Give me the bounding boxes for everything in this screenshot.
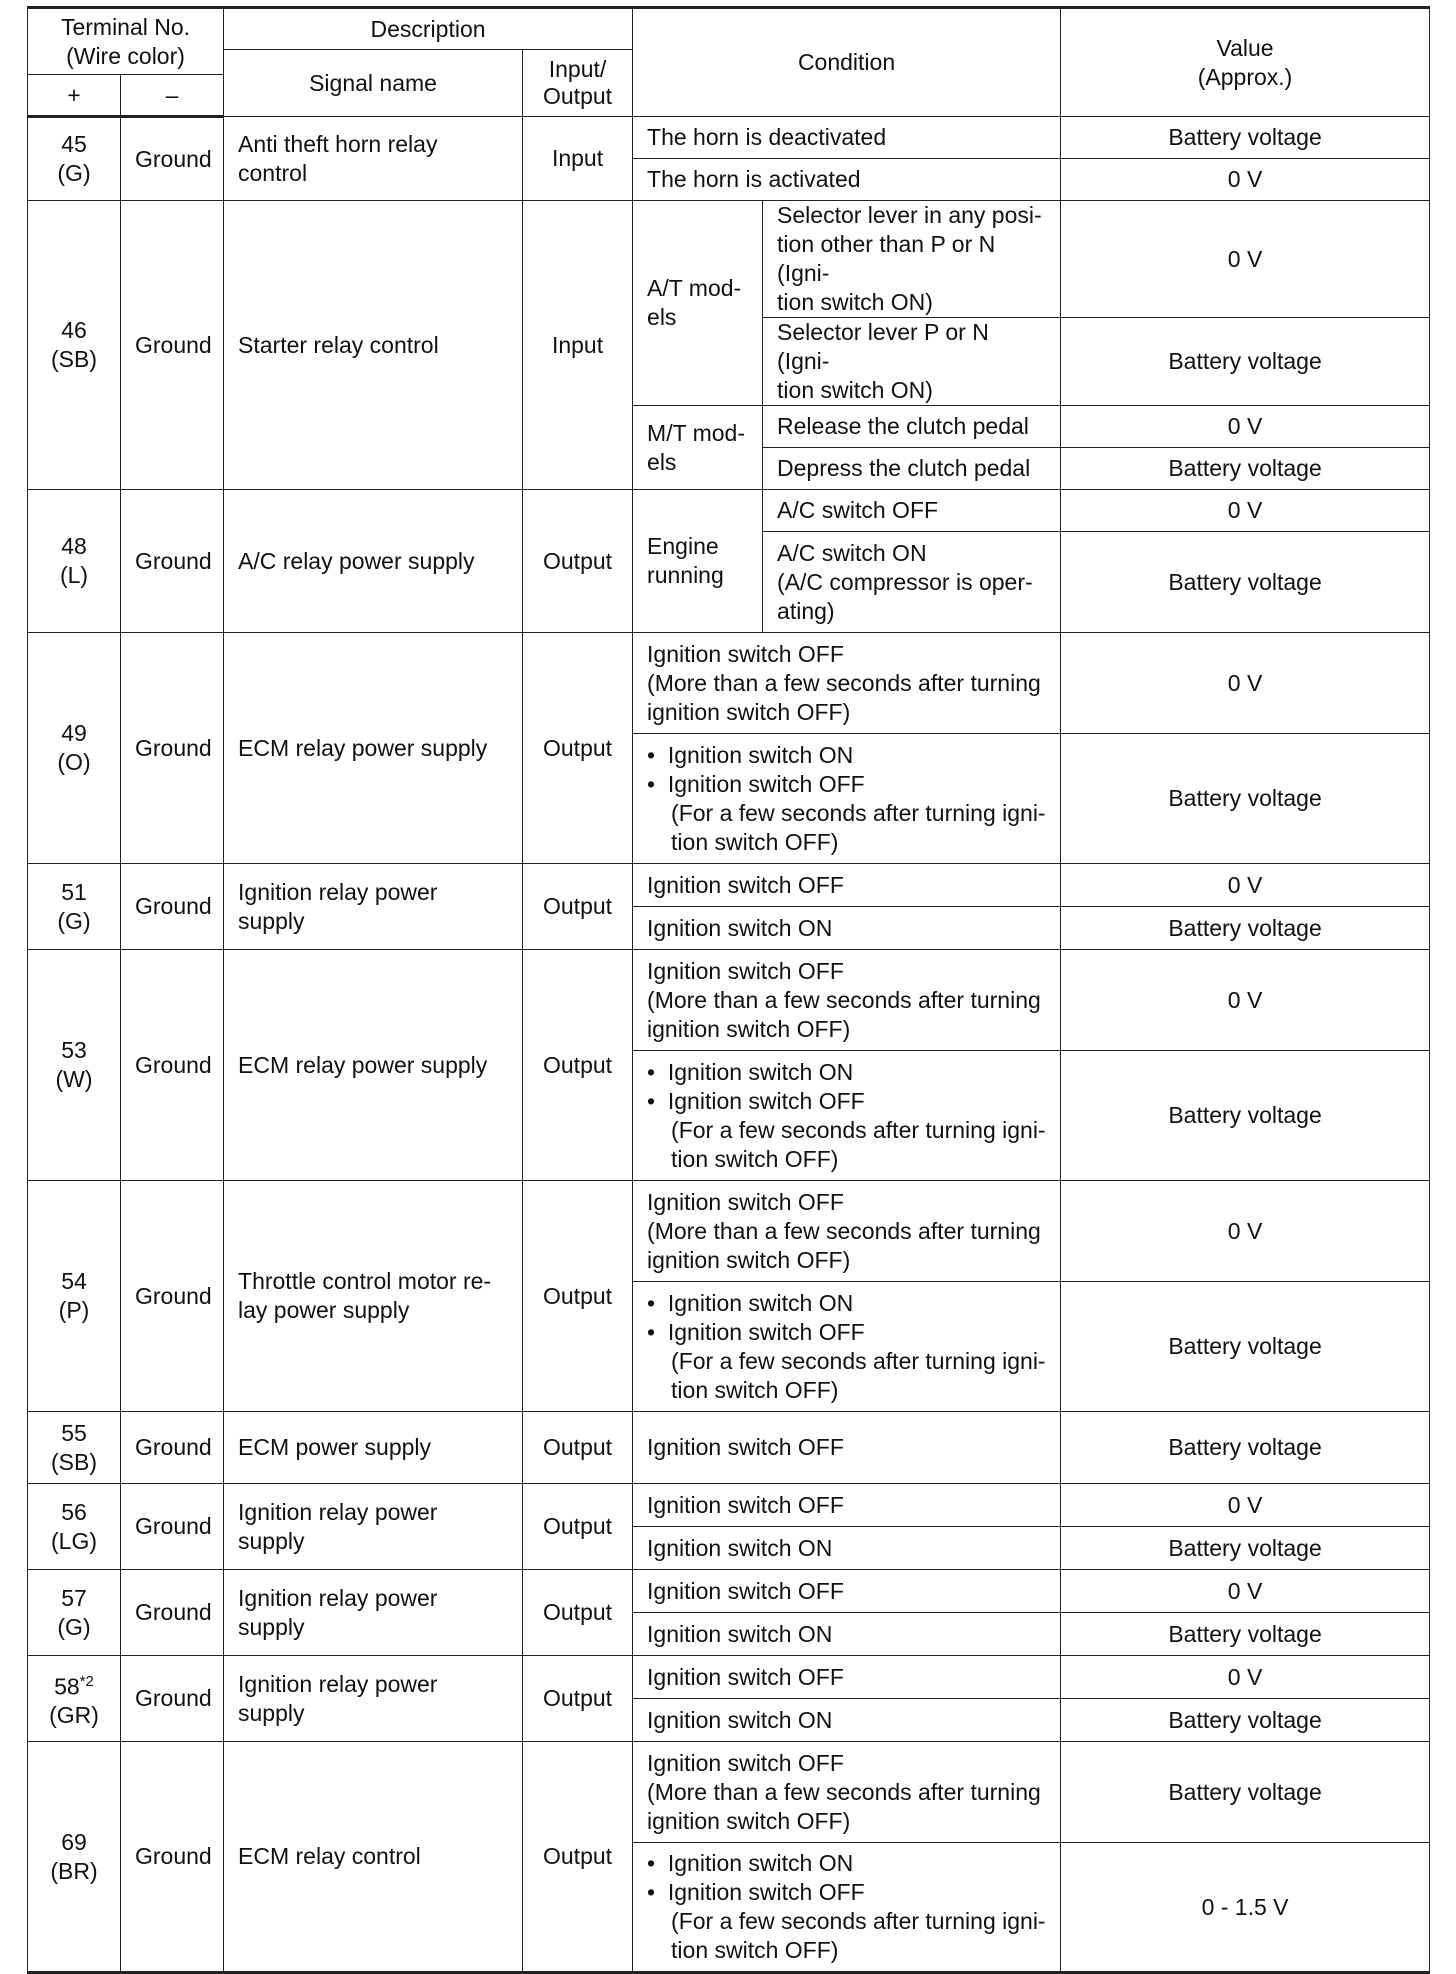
- mt-models-cell: M/T mod- els: [633, 406, 763, 490]
- bullet-item: • Ignition switch OFF: [647, 770, 865, 797]
- signal-name-header: Signal name: [224, 50, 523, 117]
- signal-cell: ECM relay power supply: [224, 950, 523, 1181]
- ground-cell: Ground: [121, 1181, 224, 1412]
- table-row: [28, 201, 1430, 318]
- value-cell: 0 V: [1061, 1181, 1430, 1282]
- value-cell: Battery voltage: [1061, 1282, 1430, 1412]
- signal-cell: ECM relay power supply: [224, 633, 523, 864]
- condition-cell: Ignition switch ON: [633, 1699, 1061, 1742]
- bullet-note: (For a few seconds after turning igni- tion switch OFF): [671, 1908, 1046, 1963]
- value-cell: 0 V: [1061, 201, 1430, 318]
- terminal-cell: 53 (W): [28, 950, 121, 1181]
- terminal-cell: 48 (L): [28, 490, 121, 633]
- condition-cell: A/C switch OFF: [763, 490, 1061, 532]
- signal-cell: Anti theft horn relay control: [224, 117, 523, 201]
- value-cell: 0 V: [1061, 1570, 1430, 1613]
- value-cell: 0 V: [1061, 490, 1430, 532]
- condition-cell: Ignition switch OFF: [633, 1656, 1061, 1699]
- bullet-item: • Ignition switch ON: [647, 1289, 854, 1316]
- terminal-cell: 51 (G): [28, 864, 121, 950]
- table-row: [28, 633, 1430, 734]
- io-cell: Output: [523, 1570, 633, 1656]
- condition-cell: Ignition switch OFF: [633, 1412, 1061, 1484]
- signal-cell: A/C relay power supply: [224, 490, 523, 633]
- condition-cell: The horn is activated: [633, 159, 1061, 201]
- condition-cell: Ignition switch OFF: [633, 1570, 1061, 1613]
- condition-cell: [633, 734, 1061, 864]
- signal-cell: Throttle control motor re- lay power supply: [224, 1181, 523, 1412]
- plus-header: +: [28, 75, 121, 117]
- terminal-cell: 54 (P): [28, 1181, 121, 1412]
- bullet-note: (For a few seconds after turning igni- tion switch OFF): [671, 799, 1046, 855]
- value-cell: 0 V: [1061, 406, 1430, 448]
- terminal-cell: 55 (SB): [28, 1412, 121, 1484]
- condition-cell: [633, 1282, 1061, 1412]
- value-cell: Battery voltage: [1061, 907, 1430, 950]
- condition-cell: Ignition switch OFF (More than a few seconds after turning ignition switch OFF): [633, 950, 1061, 1051]
- io-cell: Output: [523, 1742, 633, 1973]
- terminal-cell: 56 (LG): [28, 1484, 121, 1570]
- value-cell: 0 V: [1061, 864, 1430, 907]
- ground-cell: Ground: [121, 1412, 224, 1484]
- io-cell: Output: [523, 1656, 633, 1742]
- signal-cell: Ignition relay power supply: [224, 864, 523, 950]
- condition-cell: The horn is deactivated: [633, 117, 1061, 159]
- bullet-item: • Ignition switch OFF: [647, 1318, 865, 1345]
- terminal-cell: 49 (O): [28, 633, 121, 864]
- bullet-item: • Ignition switch ON: [647, 741, 854, 768]
- minus-header: –: [121, 75, 224, 117]
- value-cell: Battery voltage: [1061, 734, 1430, 864]
- value-cell: 0 V: [1061, 950, 1430, 1051]
- value-cell: Battery voltage: [1061, 1699, 1430, 1742]
- value-cell: Battery voltage: [1061, 318, 1430, 406]
- condition-cell: Ignition switch ON: [633, 1613, 1061, 1656]
- io-cell: Input: [523, 117, 633, 201]
- signal-cell: ECM power supply: [224, 1412, 523, 1484]
- condition-cell: [633, 1843, 1061, 1973]
- at-models-cell: A/T mod- els: [633, 201, 763, 406]
- table-row: [28, 117, 1430, 159]
- header-row-1: [28, 8, 1430, 50]
- io-header: Input/ Output: [523, 50, 633, 117]
- ground-cell: Ground: [121, 1570, 224, 1656]
- io-cell: Output: [523, 1484, 633, 1570]
- value-cell: Battery voltage: [1061, 448, 1430, 490]
- value-cell: 0 V: [1061, 1656, 1430, 1699]
- value-cell: Battery voltage: [1061, 117, 1430, 159]
- table-row: [28, 864, 1430, 907]
- ground-cell: Ground: [121, 117, 224, 201]
- bullet-note: (For a few seconds after turning igni- tion switch OFF): [671, 1116, 1046, 1172]
- condition-cell: Depress the clutch pedal: [763, 448, 1061, 490]
- value-cell: Battery voltage: [1061, 1051, 1430, 1181]
- table-row: [28, 1742, 1430, 1843]
- engine-running-cell: Engine running: [633, 490, 763, 633]
- ecm-terminal-table: [27, 6, 1430, 1974]
- signal-cell: Ignition relay power supply: [224, 1656, 523, 1742]
- value-cell: Battery voltage: [1061, 1527, 1430, 1570]
- condition-cell: Ignition switch OFF: [633, 864, 1061, 907]
- table-row: [28, 950, 1430, 1051]
- condition-cell: [633, 1051, 1061, 1181]
- signal-cell: Starter relay control: [224, 201, 523, 490]
- ground-cell: Ground: [121, 1484, 224, 1570]
- table-row: [28, 1656, 1430, 1699]
- condition-cell: Selector lever P or N (Igni- tion switch ON): [763, 318, 1061, 406]
- bullet-item: • Ignition switch OFF: [647, 1087, 865, 1114]
- condition-cell: Ignition switch OFF (More than a few seconds after turning ignition switch OFF): [633, 1181, 1061, 1282]
- table-row: [28, 490, 1430, 532]
- condition-cell: Ignition switch OFF (More than a few seconds after turning ignition switch OFF): [633, 633, 1061, 734]
- table-row: [28, 1570, 1430, 1613]
- value-cell: 0 V: [1061, 159, 1430, 201]
- ground-cell: Ground: [121, 633, 224, 864]
- bullet-item: • Ignition switch ON: [647, 1850, 854, 1876]
- terminal-cell: 69 (BR): [28, 1742, 121, 1973]
- io-cell: Output: [523, 633, 633, 864]
- ground-cell: Ground: [121, 864, 224, 950]
- condition-cell: Selector lever in any posi- tion other than P or N (Igni- tion switch ON): [763, 201, 1061, 318]
- io-cell: Output: [523, 1412, 633, 1484]
- description-header: Description: [224, 8, 633, 50]
- terminal-cell: 57 (G): [28, 1570, 121, 1656]
- value-cell: Battery voltage: [1061, 1412, 1430, 1484]
- terminal-cell: 46 (SB): [28, 201, 121, 490]
- value-cell: Battery voltage: [1061, 1613, 1430, 1656]
- io-cell: Output: [523, 864, 633, 950]
- io-cell: Output: [523, 490, 633, 633]
- signal-cell: ECM relay control: [224, 1742, 523, 1973]
- condition-header: Condition: [633, 8, 1061, 117]
- table-row: [28, 1412, 1430, 1484]
- terminal-number: 58: [54, 1673, 80, 1700]
- value-header: Value (Approx.): [1061, 8, 1430, 117]
- bullet-item: • Ignition switch OFF: [647, 1879, 865, 1905]
- ground-cell: Ground: [121, 950, 224, 1181]
- value-cell: Battery voltage: [1061, 532, 1430, 633]
- terminal-cell: [28, 1656, 121, 1742]
- ground-cell: Ground: [121, 1742, 224, 1973]
- io-cell: Output: [523, 950, 633, 1181]
- value-cell: 0 V: [1061, 1484, 1430, 1527]
- table-row: [28, 1181, 1430, 1282]
- signal-cell: Ignition relay power supply: [224, 1570, 523, 1656]
- ground-cell: Ground: [121, 1656, 224, 1742]
- value-cell: 0 - 1.5 V: [1061, 1843, 1430, 1973]
- condition-cell: Ignition switch ON: [633, 1527, 1061, 1570]
- table-row: [28, 1484, 1430, 1527]
- condition-cell: Ignition switch ON: [633, 907, 1061, 950]
- bullet-item: • Ignition switch ON: [647, 1058, 854, 1085]
- ground-cell: Ground: [121, 490, 224, 633]
- io-cell: Output: [523, 1181, 633, 1412]
- bullet-note: (For a few seconds after turning igni- tion switch OFF): [671, 1347, 1046, 1403]
- condition-cell: Release the clutch pedal: [763, 406, 1061, 448]
- signal-cell: Ignition relay power supply: [224, 1484, 523, 1570]
- io-cell: Input: [523, 201, 633, 490]
- condition-cell: A/C switch ON (A/C compressor is oper- ating): [763, 532, 1061, 633]
- value-cell: Battery voltage: [1061, 1742, 1430, 1843]
- terminal-wire-color: (GR): [49, 1702, 99, 1729]
- condition-cell: Ignition switch OFF: [633, 1484, 1061, 1527]
- terminal-cell: 45 (G): [28, 117, 121, 201]
- ground-cell: Ground: [121, 201, 224, 490]
- value-cell: 0 V: [1061, 633, 1430, 734]
- terminal-header: Terminal No. (Wire color): [28, 8, 224, 75]
- footnote-mark: *2: [79, 1672, 94, 1690]
- condition-cell: Ignition switch OFF (More than a few seconds after turning ignition switch OFF): [633, 1742, 1061, 1843]
